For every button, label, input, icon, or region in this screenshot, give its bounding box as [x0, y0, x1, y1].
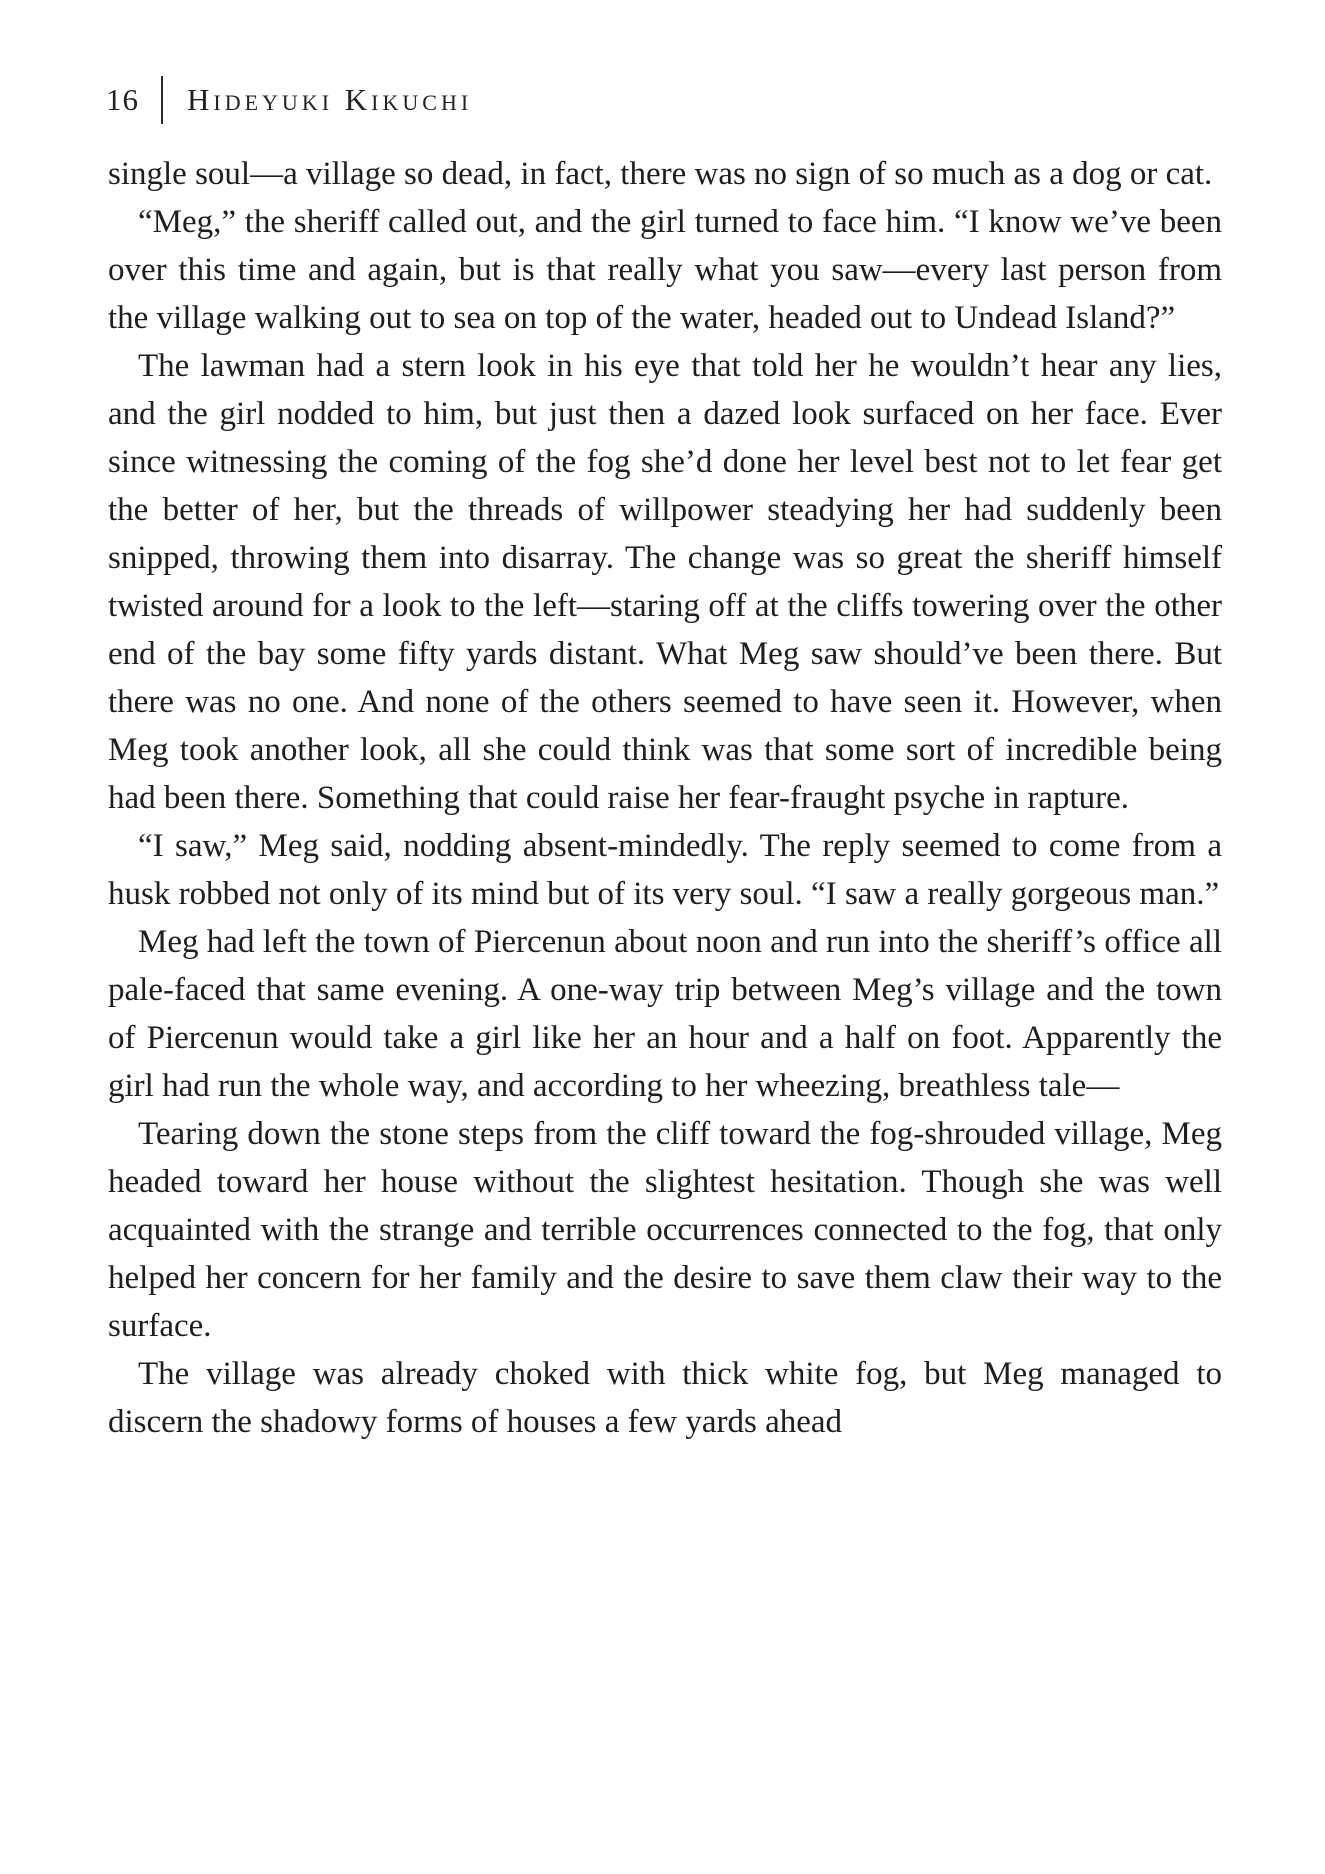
- body-paragraph: The village was already choked with thick white fog, but Meg managed to discern the shadowy forms of houses a few yards ahead: [108, 1356, 1222, 1440]
- body-text: [108, 150, 1222, 1446]
- body-paragraph: “Meg,” the sheriff called out, and the girl turned to face him. “I know we’ve been over this time and again, but is that really what you saw—every last person from the village walking out to sea on top of the water, headed out to Undead Island?”: [108, 204, 1222, 336]
- body-paragraph: Meg had left the town of Piercenun about noon and run into the sheriff’s office all pale-faced that same evening. A one-way trip between Meg’s village and the town of Piercenun would take a girl like her an hour and a half on foot. Apparently the girl had run the whole way, and according to her wheezing, breathless tale—: [108, 924, 1222, 1104]
- page-number: 16: [106, 82, 139, 117]
- header-divider: [161, 76, 163, 124]
- author-name: Hideyuki Kikuchi: [187, 82, 473, 117]
- body-paragraph: single soul—a village so dead, in fact, there was no sign of so much as a dog or cat.: [108, 156, 1213, 192]
- body-paragraph: Tearing down the stone steps from the cliff toward the fog-shrouded village, Meg headed toward her house without the slightest hesitation. Though she was well acquainted with the strange and terrible occurrences connected to the fog, that only helped her concern for her family and the desire to save them claw their way to the surface.: [108, 1116, 1222, 1344]
- running-header: [106, 76, 472, 124]
- body-paragraph: “I saw,” Meg said, nodding absent-mindedly. The reply seemed to come from a husk robbed not only of its mind but of its very soul. “I saw a really gorgeous man.”: [108, 828, 1222, 912]
- body-paragraph: The lawman had a stern look in his eye that told her he wouldn’t hear any lies, and the girl nodded to him, but just then a dazed look surfaced on her face. Ever since witnessing the coming of the fog she’d done her level best not to let fear get the better of her, but the threads of willpower steadying her had suddenly been snipped, throwing them into disarray. The change was so great the sheriff himself twisted around for a look to the left—staring off at the cliffs towering over the other end of the bay some fifty yards distant. What Meg saw should’ve been there. But there was no one. And none of the others seemed to have seen it. However, when Meg took another look, all she could think was that some sort of incredible being had been there. Something that could raise her fear-fraught psyche in rapture.: [108, 348, 1222, 816]
